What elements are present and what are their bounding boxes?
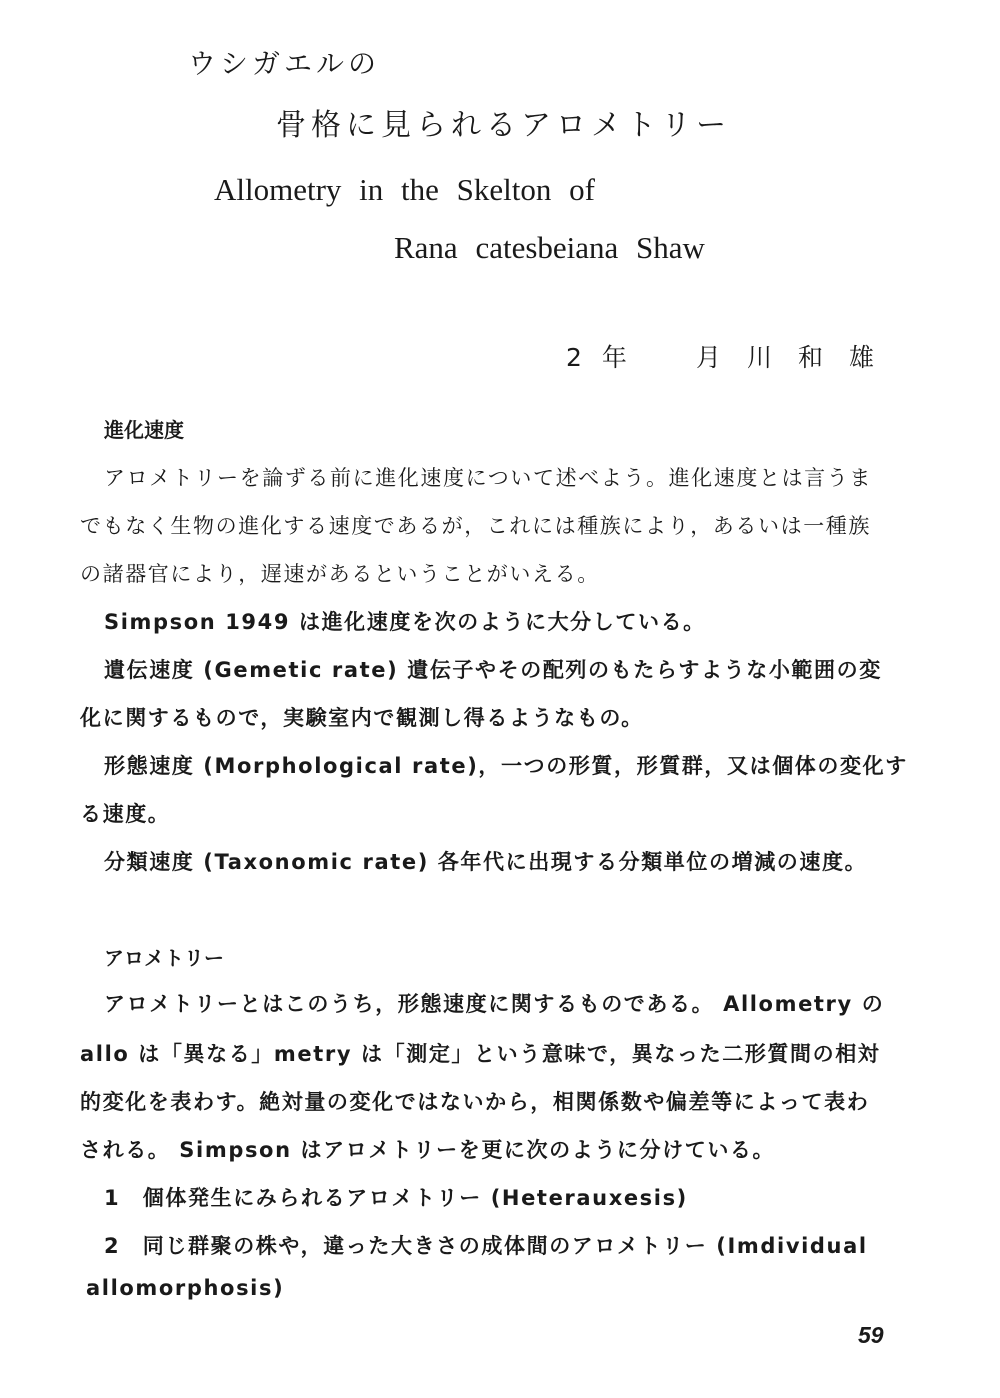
paragraph-line: Simpson 1949 は進化速度を次のように大分している。 bbox=[104, 610, 706, 634]
paragraph-line: 形態速度 (Morphological rate)，一つの形質，形質群，又は個体の変化す bbox=[104, 754, 908, 778]
english-title-line-1: Allometry in the Skelton of bbox=[214, 172, 595, 207]
author-name: 月川和雄 bbox=[696, 343, 901, 372]
section-heading-evolution-rate: 進化速度 bbox=[104, 418, 184, 442]
paragraph-line: allo は「異なる」metry は「測定」という意味で，異なった二形質間の相対 bbox=[80, 1042, 881, 1066]
page-number: 59 bbox=[858, 1322, 884, 1348]
list-item: 1 個体発生にみられるアロメトリー (Heterauxesis) bbox=[104, 1186, 688, 1210]
paragraph-line: 的変化を表わす。絶対量の変化ではないから，相関係数や偏差等によって表わ bbox=[80, 1090, 870, 1114]
paragraph-line: 遺伝速度 (Gemetic rate) 遺伝子やその配列のもたらすような小範囲の変 bbox=[104, 658, 882, 682]
english-title-line-2: Rana catesbeiana Shaw bbox=[394, 230, 705, 265]
paragraph-line: 化に関するもので，実験室内で観測し得るようなもの。 bbox=[80, 706, 644, 730]
japanese-title-line-2: 骨格に見られるアロメトリー bbox=[276, 108, 731, 143]
japanese-title-line-1: ウシガエルの bbox=[188, 47, 381, 80]
paragraph-line: 分類速度 (Taxonomic rate) 各年代に出現する分類単位の増減の速度。 bbox=[104, 850, 868, 874]
paragraph-line: アロメトリーとはこのうち，形態速度に関するものである。 Allometry の bbox=[104, 992, 885, 1016]
paragraph-line: アロメトリーを論ずる前に進化速度について述べよう。進化速度とは言うま bbox=[104, 466, 872, 490]
list-item: 2 同じ群聚の株や，違った大きさの成体間のアロメトリー (Imdividual bbox=[104, 1234, 868, 1258]
author-line bbox=[566, 338, 900, 374]
author-grade: 2年 bbox=[566, 343, 647, 372]
list-item-continuation: allomorphosis) bbox=[86, 1276, 285, 1300]
paragraph-line: でもなく生物の進化する速度であるが，これには種族により，あるいは一種族 bbox=[80, 514, 871, 538]
paragraph-line: の諸器官により，遅速があるということがいえる。 bbox=[80, 562, 600, 586]
paragraph-line: される。 Simpson はアロメトリーを更に次のように分けている。 bbox=[80, 1138, 776, 1162]
paragraph-line: る速度。 bbox=[80, 802, 171, 826]
section-heading-allometry: アロメトリー bbox=[104, 946, 224, 970]
